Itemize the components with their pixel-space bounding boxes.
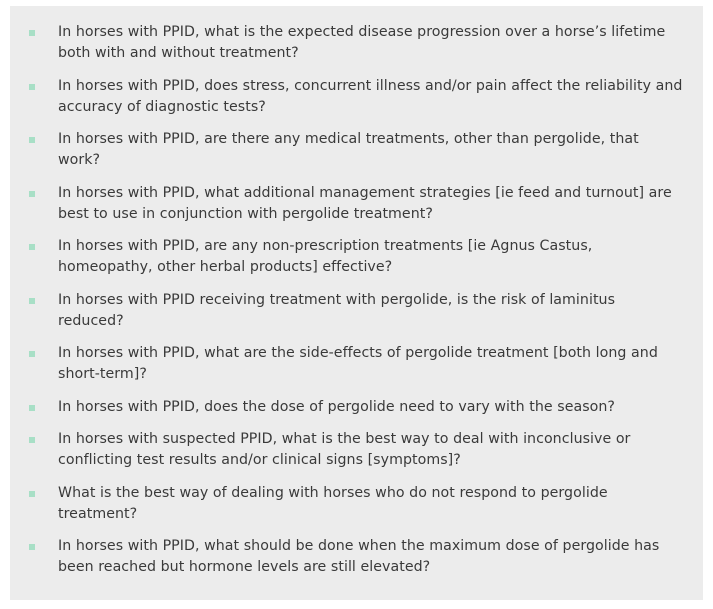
square-bullet-icon bbox=[29, 84, 35, 90]
question-text: In horses with suspected PPID, what is the best way to deal with inconclusive or conflicting test results and/or clinical signs [symptoms]? bbox=[58, 431, 631, 468]
question-text: In horses with PPID, what is the expected disease progression over a horse’s lifetime both with and without treatment? bbox=[58, 24, 666, 61]
question-text: In horses with PPID, what are the side-effects of pergolide treatment [both long and short-term]? bbox=[58, 345, 658, 382]
question-item-8 bbox=[28, 397, 685, 418]
question-item-10 bbox=[28, 483, 685, 525]
square-bullet-icon bbox=[29, 491, 35, 497]
square-bullet-icon bbox=[29, 191, 35, 197]
square-bullet-icon bbox=[29, 137, 35, 143]
question-item-11 bbox=[28, 536, 685, 578]
question-text: In horses with PPID, what should be done when the maximum dose of pergolide has been reached but hormone levels are still elevated? bbox=[58, 538, 660, 575]
square-bullet-icon bbox=[29, 298, 35, 304]
question-text: What is the best way of dealing with horses who do not respond to pergolide treatment? bbox=[58, 484, 608, 522]
square-bullet-icon bbox=[29, 437, 35, 443]
question-text: In horses with PPID, does the dose of pergolide need to vary with the season? bbox=[58, 398, 616, 415]
question-text: In horses with PPID, are there any medical treatments, other than pergolide, that work? bbox=[58, 131, 639, 168]
question-text: In horses with PPID receiving treatment with pergolide, is the risk of laminitus reduced? bbox=[58, 291, 616, 329]
square-bullet-icon bbox=[29, 244, 35, 250]
question-text: In horses with PPID, are any non-prescription treatments [ie Agnus Castus, homeopathy, other herbal products] effective? bbox=[58, 238, 593, 275]
question-text: In horses with PPID, what additional management strategies [ie feed and turnout] are best to use in conjunction with pergolide treatment? bbox=[58, 184, 672, 222]
square-bullet-icon bbox=[29, 544, 35, 550]
question-item-6 bbox=[28, 290, 685, 332]
question-item-5 bbox=[28, 236, 685, 278]
question-item-7 bbox=[28, 343, 685, 385]
question-text: In horses with PPID, does stress, concurrent illness and/or pain affect the reliability and accuracy of diagnostic tests? bbox=[58, 77, 683, 115]
question-item-9 bbox=[28, 429, 685, 471]
question-list-panel bbox=[10, 6, 703, 600]
question-item-3 bbox=[28, 129, 685, 171]
question-list bbox=[28, 22, 685, 578]
square-bullet-icon bbox=[29, 405, 35, 411]
square-bullet-icon bbox=[29, 30, 35, 36]
question-item-1 bbox=[28, 22, 685, 64]
square-bullet-icon bbox=[29, 351, 35, 357]
question-item-4 bbox=[28, 183, 685, 225]
question-item-2 bbox=[28, 76, 685, 118]
